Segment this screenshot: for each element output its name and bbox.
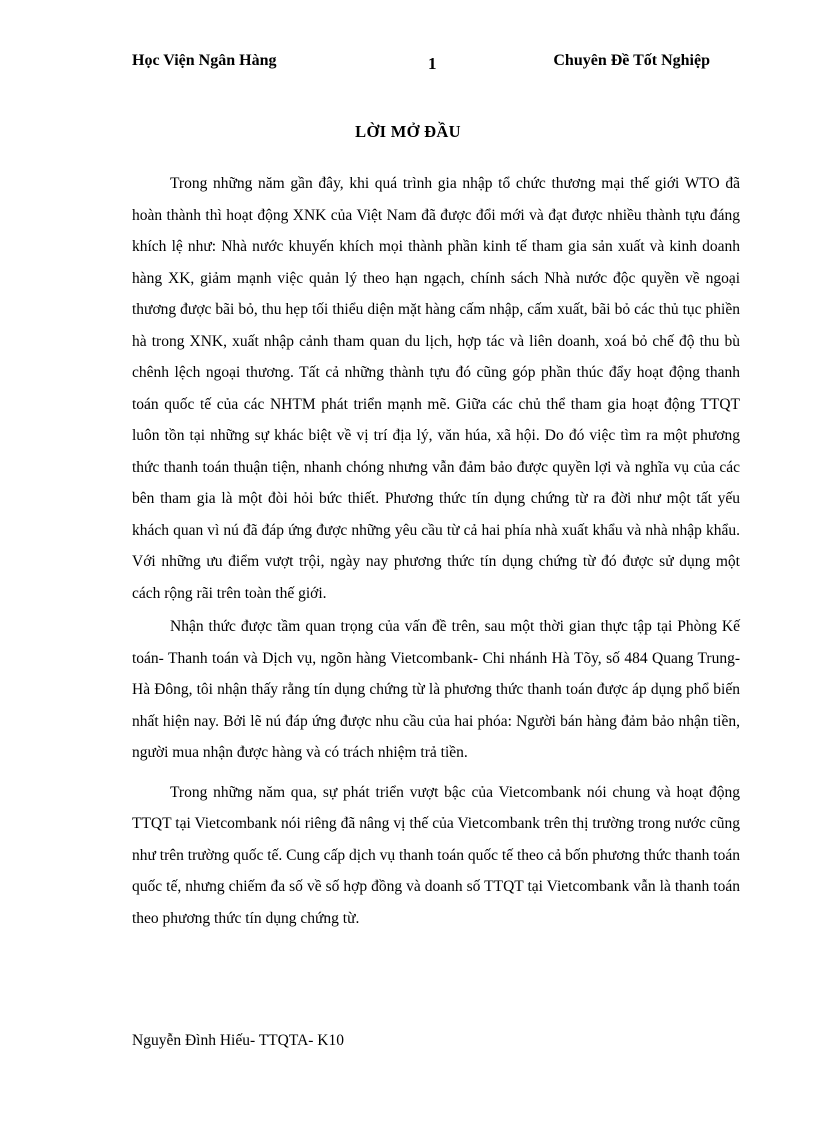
paragraph-1: Trong những năm gần đây, khi quá trình gia nhập tổ chức thương mại thế giới WTO đã hoàn thành thì hoạt động XNK của Việt Nam đã được đổi mới và đạt được nhiều thành tựu đáng khích lệ như: Nhà nước khuyến khích mọi thành phần kinh tế tham gia sản xuất và kinh doanh hàng XK, giảm mạnh việc quản lý theo hạn ngạch, chính sách Nhà nước độc quyền về ngoại thương được bãi bỏ, thu hẹp tối thiểu diện mặt hàng cấm nhập, cấm xuất, bãi bỏ các thủ tục phiền hà trong XNK, xuất nhập cảnh tham quan du lịch, hợp tác và liên doanh, xoá bỏ chế độ thu bù chênh lệch ngoại thương. Tất cả những thành tựu đó cũng góp phần thúc đẩy hoạt động thanh toán quốc tế của các NHTM phát triển mạnh mẽ. Giữa các chủ thể tham gia hoạt động TTQT luôn tồn tại những sự khác biệt về vị trí địa lý, văn húa, xã hội. Do đó việc tìm ra một phương thức thanh toán thuận tiện, nhanh chóng nhưng vẫn đảm bảo được quyền lợi và nghĩa vụ của các bên tham gia là một đòi hỏi bức thiết. Phương thức tín dụng chứng từ ra đời như một tất yếu khách quan vì nú đã đáp ứng được những yêu cầu từ cả hai phía nhà xuất khẩu và nhà nhập khẩu. Với những ưu điểm vượt trội, ngày nay phương thức tín dụng chứng từ đó được sử dụng một cách rộng rãi trên toàn thế giới. bbox=[132, 175, 740, 602]
paragraph-2: Nhận thức được tầm quan trọng của vấn đề trên, sau một thời gian thực tập tại Phòng Kế toán- Thanh toán và Dịch vụ, ngõn hàng Vietcombank- Chi nhánh Hà Tõy, số 484 Quang Trung- Hà Đông, tôi nhận thấy rằng tín dụng chứng từ là phương thức thanh toán được áp dụng phổ biến nhất hiện nay. Bởi lẽ nú đáp ứng được nhu cầu của hai phóa: Người bán hàng đảm bảo nhận tiền, người mua nhận được hàng và có trách nhiệm trả tiền. bbox=[132, 618, 740, 761]
page-header bbox=[132, 52, 710, 76]
paragraph-3: Trong những năm qua, sự phát triển vượt bậc của Vietcombank nói chung và hoạt động TTQT tại Vietcombank nói riêng đã nâng vị thế của Vietcombank trên thị trường trong nước cũng như trên trường quốc tế. Cung cấp dịch vụ thanh toán quốc tế theo cả bốn phương thức thanh toán quốc tế, nhưng chiếm đa số về số hợp đồng và doanh số TTQT tại Vietcombank vẫn là thanh toán theo phương thức tín dụng chứng từ. bbox=[132, 783, 740, 927]
page-title: LỜI MỞ ĐẦU bbox=[355, 122, 461, 141]
page-footer: Nguyễn Đình Hiếu- TTQTA- K10 bbox=[132, 1032, 344, 1049]
body-text bbox=[132, 168, 740, 934]
page-number: 1 bbox=[428, 54, 437, 73]
header-institution: Học Viện Ngân Hàng bbox=[132, 52, 277, 69]
header-document-type: Chuyên Đề Tốt Nghiệp bbox=[553, 52, 710, 69]
